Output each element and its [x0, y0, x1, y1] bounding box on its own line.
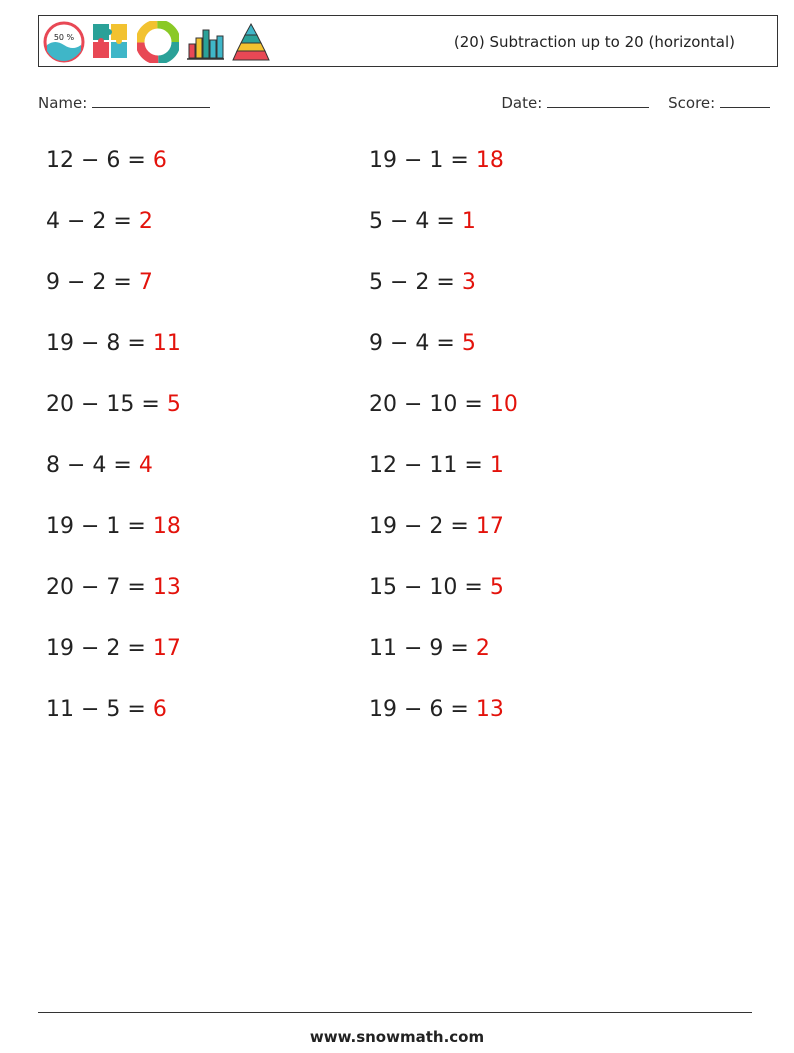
problem-answer: 11: [152, 331, 181, 356]
problem-item: [369, 514, 504, 539]
date-score-fields: [501, 93, 770, 112]
problem-item: [369, 392, 518, 417]
problem-item: [46, 392, 181, 417]
problem-item: [46, 209, 153, 234]
problem-expression: 9 − 4 =: [369, 331, 462, 356]
name-field: [38, 93, 210, 112]
problem-expression: 4 − 2 =: [46, 209, 139, 234]
problem-answer: 13: [475, 697, 504, 722]
problem-item: [46, 453, 153, 478]
problem-answer: 2: [475, 636, 490, 661]
problem-item: [369, 636, 490, 661]
problem-item: [369, 575, 504, 600]
problem-expression: 5 − 2 =: [369, 270, 462, 295]
name-blank[interactable]: [92, 93, 210, 108]
name-label: Name:: [38, 94, 88, 112]
score-label: Score:: [668, 94, 716, 112]
problem-answer: 1: [461, 209, 476, 234]
footer-url: www.snowmath.com: [309, 1028, 485, 1046]
problem-answer: 5: [461, 331, 476, 356]
header-icons: [43, 20, 271, 64]
problem-expression: 19 − 1 =: [46, 514, 153, 539]
problem-answer: 17: [475, 514, 504, 539]
problem-expression: 5 − 4 =: [369, 209, 462, 234]
problem-expression: 9 − 2 =: [46, 270, 139, 295]
problem-answer: 13: [152, 575, 181, 600]
problem-answer: 1: [489, 453, 504, 478]
problem-answer: 3: [461, 270, 476, 295]
worksheet-header: [38, 15, 778, 67]
problem-expression: 20 − 7 =: [46, 575, 153, 600]
worksheet-title: (20) Subtraction up to 20 (horizontal): [453, 33, 735, 51]
problem-answer: 6: [152, 148, 167, 173]
problem-item: [46, 575, 181, 600]
problem-item: [369, 331, 476, 356]
pie-donut-icon: [137, 21, 179, 63]
problem-answer: 5: [166, 392, 181, 417]
problem-item: [46, 148, 167, 173]
problem-expression: 8 − 4 =: [46, 453, 139, 478]
problem-item: [46, 697, 167, 722]
problem-answer: 2: [138, 209, 153, 234]
footer-divider: [38, 1012, 752, 1013]
problem-expression: 12 − 6 =: [46, 148, 153, 173]
problem-item: [46, 636, 181, 661]
problem-expression: 15 − 10 =: [369, 575, 490, 600]
puzzle-pieces-icon: [91, 22, 131, 62]
problem-expression: 20 − 15 =: [46, 392, 167, 417]
score-blank[interactable]: [720, 93, 770, 108]
problem-expression: 19 − 2 =: [369, 514, 476, 539]
problem-item: [369, 209, 476, 234]
problem-answer: 17: [152, 636, 181, 661]
percent-badge-icon: [43, 21, 85, 63]
date-blank[interactable]: [547, 93, 649, 108]
problem-item: [46, 270, 153, 295]
problem-answer: 4: [138, 453, 153, 478]
problem-item: [369, 697, 504, 722]
problem-answer: 5: [489, 575, 504, 600]
problem-expression: 19 − 6 =: [369, 697, 476, 722]
problem-expression: 11 − 5 =: [46, 697, 153, 722]
problem-item: [46, 514, 181, 539]
bar-chart-icon: [185, 22, 225, 62]
problem-answer: 18: [475, 148, 504, 173]
problem-item: [46, 331, 181, 356]
problem-answer: 10: [489, 392, 518, 417]
problem-expression: 12 − 11 =: [369, 453, 490, 478]
problem-item: [369, 453, 504, 478]
problem-answer: 7: [138, 270, 153, 295]
problem-answer: 18: [152, 514, 181, 539]
date-label: Date:: [501, 94, 543, 112]
svg-text:50 %: 50 %: [53, 33, 75, 42]
problem-expression: 20 − 10 =: [369, 392, 490, 417]
pyramid-icon: [231, 21, 271, 63]
problem-expression: 11 − 9 =: [369, 636, 476, 661]
problem-item: [369, 270, 476, 295]
problem-expression: 19 − 8 =: [46, 331, 153, 356]
problem-item: [369, 148, 504, 173]
problem-expression: 19 − 2 =: [46, 636, 153, 661]
problem-expression: 19 − 1 =: [369, 148, 476, 173]
problem-answer: 6: [152, 697, 167, 722]
